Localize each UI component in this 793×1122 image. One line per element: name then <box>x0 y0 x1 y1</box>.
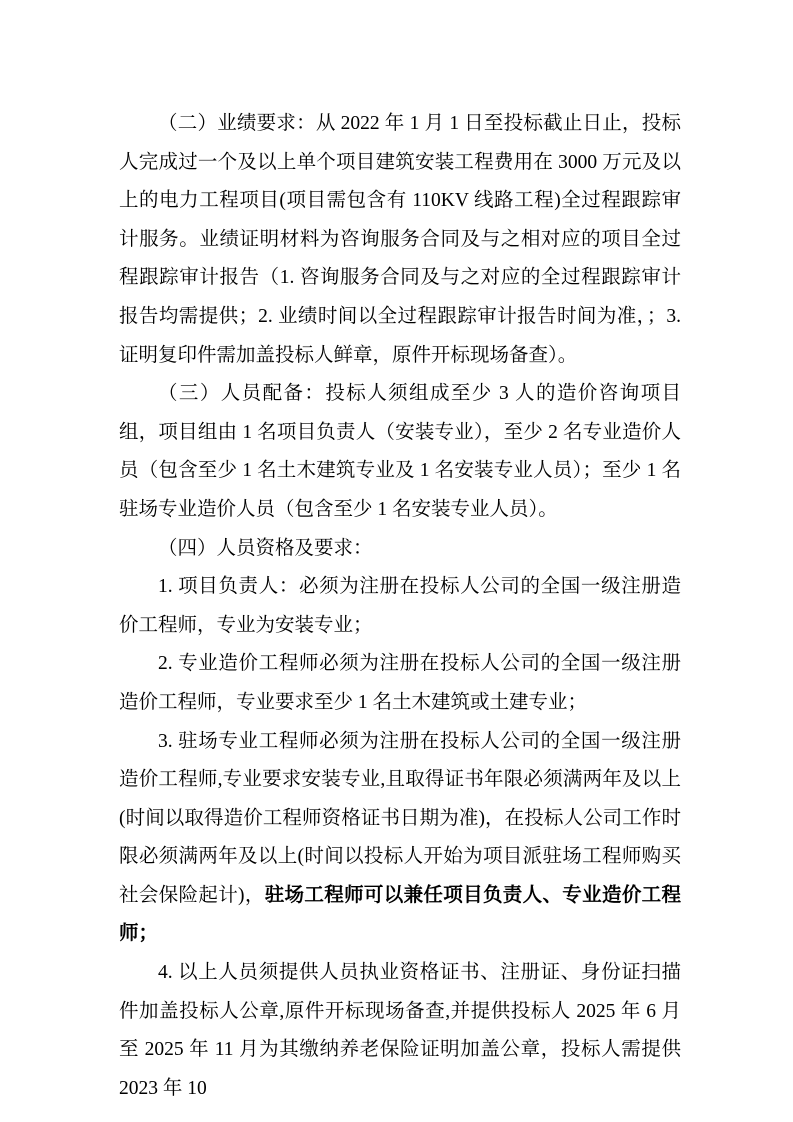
document-text-body <box>119 105 681 1108</box>
paragraph-qualifications-heading: （四）人员资格及要求： <box>158 537 373 559</box>
paragraph-staffing-requirements: （三）人员配备：投标人须组成至少 3 人的造价咨询项目组，项目组由 1 名项目负责人（安装专业），至少 2 名专业造价人员（包含至少 1 名土木建筑专业及 1 名安装专业人员）；至少 1 名驻场专业造价人员（包含至少 1 名安装专业人员）。 <box>119 383 681 520</box>
item-3-bold-run: 驻场工程师可以兼任项目负责人、专业造价工程师； <box>119 884 681 945</box>
paragraph-item-2-cost-engineer: 2. 专业造价工程师必须为注册在投标人公司的全国一级注册造价工程师，专业要求至少 1 名土木建筑或土建专业； <box>119 653 681 713</box>
item-3-normal-run: 3. 驻场专业工程师必须为注册在投标人公司的全国一级注册造价工程师,专业要求安装专业,且取得证书年限必须满两年及以上(时间以取得造价工程师资格证书日期为准)，在投标人公司工作时限必须满两年及以上(时间以投标人开始为项目派驻场工程师购买社会保险起计)， <box>119 730 681 906</box>
paragraph-item-3-resident-engineer <box>119 723 681 955</box>
paragraph-performance-requirements: （二）业绩要求：从 2022 年 1 月 1 日至投标截止日止，投标人完成过一个及以上单个项目建筑安装工程费用在 3000 万元及以上的电力工程项目(项目需包含有 110KV 线路工程)全过程跟踪审计服务。业绩证明材料为咨询服务合同及与之相对应的项目全过程跟踪审计报告（1. 咨询服务合同及与之对应的全过程跟踪审计报告均需提供；2. 业绩时间以全过程跟踪审计报告时间为准，；3. 证明复印件需加盖投标人鲜章，原件开标现场备查）。 <box>119 113 681 366</box>
paragraph-item-1-project-leader: 1. 项目负责人：必须为注册在投标人公司的全国一级注册造价工程师，专业为安装专业； <box>119 576 681 636</box>
paragraph-item-4-certificates: 4. 以上人员须提供人员执业资格证书、注册证、身份证扫描件加盖投标人公章,原件开标现场备查,并提供投标人 2025 年 6 月至 2025 年 11 月为其缴纳养老保险证明加盖公章，投标人需提供 2023 年 10 <box>119 962 681 1099</box>
